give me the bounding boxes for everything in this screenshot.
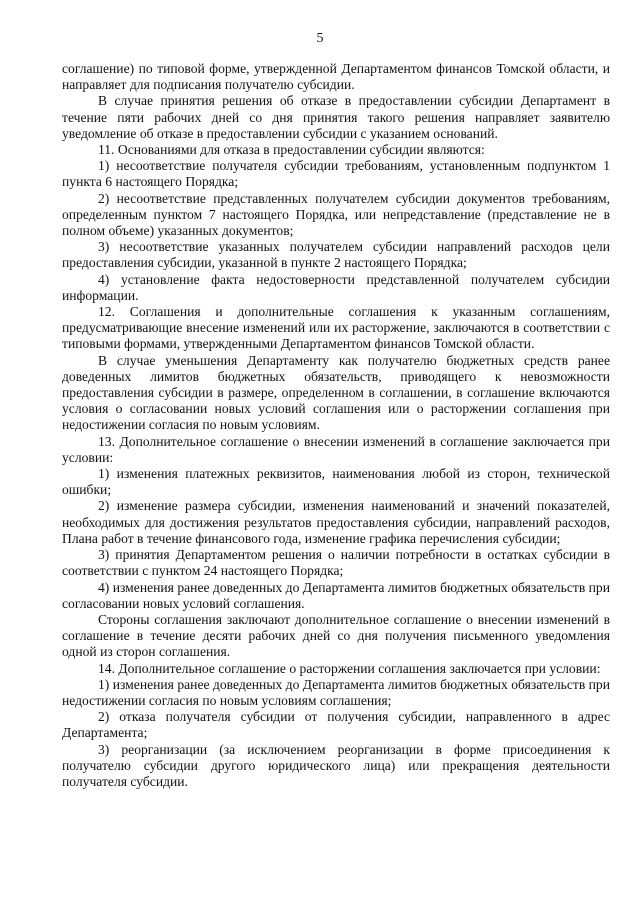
clause-13-heading: 13. Дополнительное соглашение о внесении изменений в соглашение заключается при условии: bbox=[62, 433, 610, 465]
list-item: 3) принятия Департаментом решения о наличии потребности в остатках субсидии в соответствии с пунктом 24 настоящего Порядка; bbox=[62, 547, 610, 579]
paragraph: В случае уменьшения Департаменту как получателю бюджетных средств ранее доведенных лимитов бюджетных обязательств, приводящего к невозможности предоставления субсидии в размере, определенном в соглашении, в соглашение включаются условия о согласовании новых условий соглашения или о расторжении соглашения при недостижении согласия по новым условиям. bbox=[62, 352, 610, 433]
list-item: 4) изменения ранее доведенных до Департамента лимитов бюджетных обязательств при согласовании новых условий соглашения. bbox=[62, 579, 610, 611]
list-item: 3) реорганизации (за исключением реорганизации в форме присоединения к получателю субсидии другого юридического лица) или прекращения деятельности получателя субсидии. bbox=[62, 741, 610, 789]
list-item: 1) изменения платежных реквизитов, наименования любой из сторон, технической ошибки; bbox=[62, 466, 610, 498]
paragraph: соглашение) по типовой форме, утвержденной Департаментом финансов Томской области, и направляет для подписания получателю субсидии. bbox=[62, 61, 610, 93]
page-number: 5 bbox=[316, 31, 324, 46]
document-body bbox=[62, 61, 610, 790]
paragraph: В случае принятия решения об отказе в предоставлении субсидии Департамент в течение пяти рабочих дней со дня принятия такого решения направляет заявителю уведомление об отказе в предоставлении субсидии с указанием оснований. bbox=[62, 93, 610, 141]
list-item: 2) изменение размера субсидии, изменения наименований и значений показателей, необходимых для достижения результатов предоставления субсидии, направлений расходов, Плана работ в течение финансового года, изменение графика перечисления субсидии; bbox=[62, 498, 610, 546]
clause-12: 12. Соглашения и дополнительные соглашения к указанным соглашениям, предусматривающие внесение изменений или их расторжение, заключаются в соответствии с типовыми формами, утвержденными Департаментом финансов Томской области. bbox=[62, 304, 610, 352]
clause-14-heading: 14. Дополнительное соглашение о расторжении соглашения заключается при условии: bbox=[98, 660, 601, 676]
list-item: 4) установление факта недостоверности представленной получателем субсидии информации. bbox=[62, 271, 610, 303]
clause-11-heading: 11. Основаниями для отказа в предоставлении субсидии являются: bbox=[98, 142, 485, 158]
list-item: 2) несоответствие представленных получателем субсидии документов требованиям, определенным пунктом 7 настоящего Порядка, или непредставление (представление не в полном объеме) указанных документов; bbox=[62, 190, 610, 239]
paragraph: Стороны соглашения заключают дополнительное соглашение о внесении изменений в соглашение в течение десяти рабочих дней со дня получения письменного уведомления одной из сторон соглашения. bbox=[62, 611, 610, 660]
list-item: 2) отказа получателя субсидии от получения субсидии, направленного в адрес Департамента; bbox=[62, 709, 610, 741]
list-item: 3) несоответствие указанных получателем субсидии направлений расходов цели предоставления субсидии, указанной в пункте 2 настоящего Порядка; bbox=[62, 239, 610, 271]
list-item: 1) изменения ранее доведенных до Департамента лимитов бюджетных обязательств при недостижении согласия по новым условиям соглашения; bbox=[62, 676, 610, 708]
list-item: 1) несоответствие получателя субсидии требованиям, установленным подпунктом 1 пункта 6 настоящего Порядка; bbox=[62, 158, 610, 190]
